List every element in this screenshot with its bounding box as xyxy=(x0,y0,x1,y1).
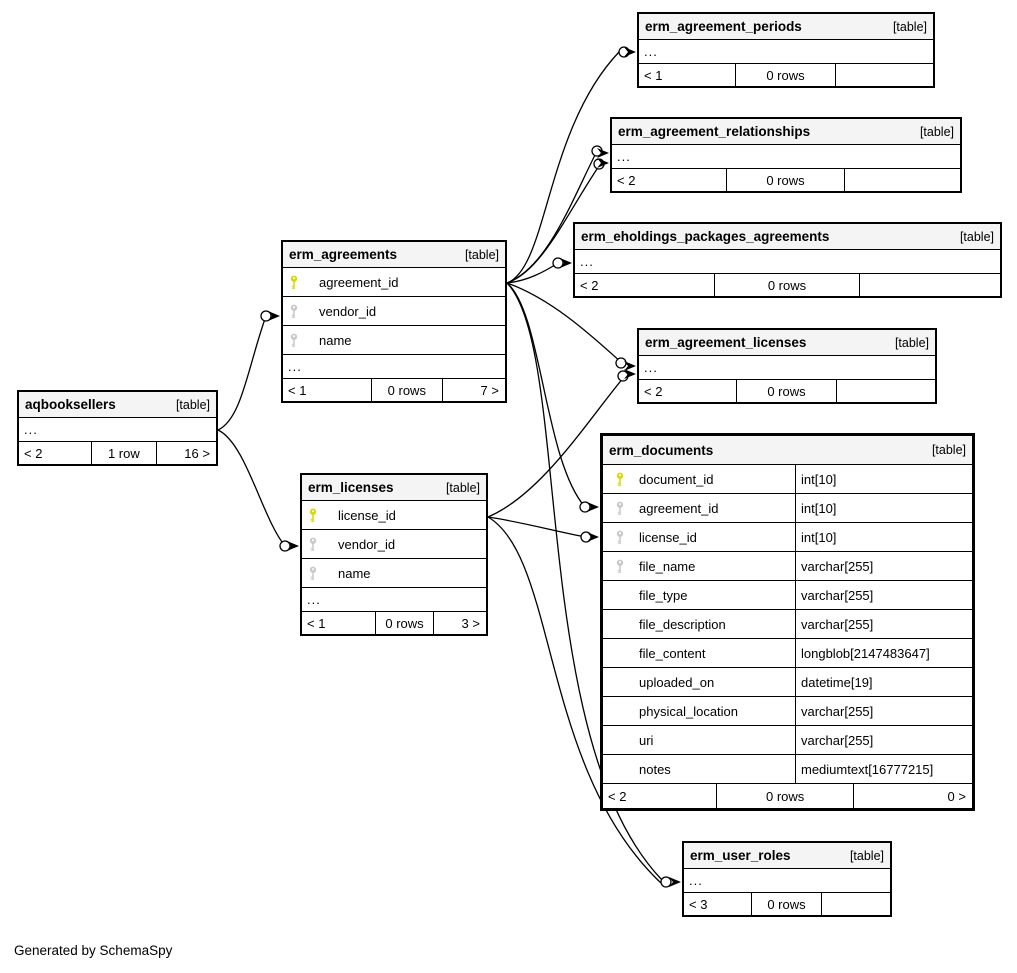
child-count xyxy=(822,893,890,915)
parent-count: < 2 xyxy=(575,274,715,296)
foreign-key-icon xyxy=(615,500,627,516)
primary-key-icon xyxy=(289,274,301,290)
parent-count: < 2 xyxy=(603,784,717,808)
table-tag: [table] xyxy=(445,480,480,495)
column-name: name xyxy=(338,565,371,581)
child-count xyxy=(837,380,935,402)
parent-count: < 1 xyxy=(283,379,372,401)
table-erm-documents xyxy=(600,433,975,811)
child-count: 0 > xyxy=(947,788,966,804)
row-count: 0 rows xyxy=(372,379,443,401)
columns-ellipsis: ... xyxy=(575,250,1000,274)
table-footer xyxy=(612,169,960,191)
table-footer xyxy=(302,612,486,634)
column-name: file_type xyxy=(639,587,688,603)
column-type: varchar[255] xyxy=(795,581,972,609)
table-name-link[interactable]: erm_agreements xyxy=(289,247,398,262)
table-footer xyxy=(283,379,505,401)
row-count: 0 rows xyxy=(727,169,845,191)
column-name: uri xyxy=(639,732,654,748)
table-name-link[interactable]: erm_agreement_licenses xyxy=(645,335,807,350)
foreign-key-icon xyxy=(289,303,301,319)
columns-ellipsis: ... xyxy=(283,355,505,379)
columns-ellipsis: ... xyxy=(612,145,960,169)
column-row xyxy=(603,697,972,726)
column-row xyxy=(302,559,486,588)
table-name-link[interactable]: erm_user_roles xyxy=(690,848,791,863)
column-type: varchar[255] xyxy=(795,610,972,638)
table-erm-agreement-relationships xyxy=(610,117,962,193)
row-count: 0 rows xyxy=(737,380,838,402)
table-header xyxy=(575,224,1000,250)
index-key-icon xyxy=(615,558,627,574)
table-header xyxy=(603,436,972,465)
row-count: 1 row xyxy=(92,442,157,464)
index-key-icon xyxy=(308,565,320,581)
column-type: datetime[19] xyxy=(795,668,972,696)
column-row xyxy=(603,668,972,697)
table-name-link[interactable]: aqbooksellers xyxy=(25,397,116,412)
column-row xyxy=(302,501,486,530)
column-name: vendor_id xyxy=(319,303,377,319)
column-row xyxy=(302,530,486,559)
column-type: int[10] xyxy=(795,523,972,551)
column-row xyxy=(603,726,972,755)
table-name-link[interactable]: erm_eholdings_packages_agreements xyxy=(581,229,830,244)
child-count: 16 > xyxy=(184,445,210,461)
columns-ellipsis: ... xyxy=(639,356,935,380)
table-erm-agreement-licenses xyxy=(637,328,937,404)
row-count: 0 rows xyxy=(752,893,822,915)
column-row xyxy=(283,297,505,326)
table-name-link[interactable]: erm_agreement_relationships xyxy=(618,124,811,139)
table-footer xyxy=(639,380,935,402)
index-key-icon xyxy=(289,332,301,348)
table-header xyxy=(612,119,960,145)
table-tag: [table] xyxy=(892,19,927,34)
row-count: 0 rows xyxy=(717,784,854,808)
table-tag: [table] xyxy=(175,397,210,412)
table-tag: [table] xyxy=(849,848,884,863)
row-count: 0 rows xyxy=(715,274,860,296)
table-tag: [table] xyxy=(931,443,966,457)
column-name: license_id xyxy=(639,529,697,545)
column-row xyxy=(603,755,972,784)
parent-count: < 2 xyxy=(612,169,727,191)
column-name: notes xyxy=(639,761,671,777)
parent-count: < 2 xyxy=(639,380,737,402)
table-erm-agreements xyxy=(281,240,507,403)
column-type: mediumtext[16777215] xyxy=(795,755,972,783)
column-name: name xyxy=(319,332,352,348)
table-name-link[interactable]: erm_documents xyxy=(609,442,714,458)
relationship-line xyxy=(218,316,266,430)
column-row xyxy=(603,494,972,523)
primary-key-icon xyxy=(308,507,320,523)
table-footer xyxy=(19,442,216,464)
relationship-line xyxy=(488,517,586,537)
parent-count: < 1 xyxy=(302,612,376,634)
child-count: 7 > xyxy=(480,382,499,398)
foreign-key-icon xyxy=(308,536,320,552)
table-tag: [table] xyxy=(959,229,994,244)
table-erm-eholdings-packages-agreements xyxy=(573,222,1002,298)
column-type: longblob[2147483647] xyxy=(795,639,972,667)
row-count: 0 rows xyxy=(736,64,836,86)
column-type: varchar[255] xyxy=(795,552,972,580)
column-row xyxy=(283,326,505,355)
columns-ellipsis: ... xyxy=(302,588,486,612)
table-tag: [table] xyxy=(464,247,499,262)
table-header xyxy=(302,475,486,501)
row-count: 0 rows xyxy=(376,612,435,634)
column-row xyxy=(603,581,972,610)
parent-count: < 2 xyxy=(19,442,92,464)
column-name: file_description xyxy=(639,616,726,632)
table-footer xyxy=(684,893,890,915)
table-header xyxy=(283,242,505,268)
table-erm-agreement-periods xyxy=(637,12,935,88)
child-count xyxy=(836,64,933,86)
column-row xyxy=(603,523,972,552)
column-name: vendor_id xyxy=(338,536,396,552)
parent-count: < 1 xyxy=(639,64,736,86)
table-erm-user-roles xyxy=(682,841,892,917)
column-type: int[10] xyxy=(795,494,972,522)
columns-ellipsis: ... xyxy=(19,418,216,442)
table-header xyxy=(19,392,216,418)
relationship-line xyxy=(218,430,285,546)
table-erm-licenses xyxy=(300,473,488,636)
parent-count: < 3 xyxy=(684,893,752,915)
child-count xyxy=(845,169,960,191)
column-name: agreement_id xyxy=(639,500,719,516)
table-tag: [table] xyxy=(894,335,929,350)
child-count: 3 > xyxy=(461,615,480,631)
column-row xyxy=(283,268,505,297)
column-name: physical_location xyxy=(639,703,739,719)
child-count xyxy=(860,274,1000,296)
table-name-link[interactable]: erm_licenses xyxy=(308,480,394,495)
column-name: license_id xyxy=(338,507,396,523)
table-name-link[interactable]: erm_agreement_periods xyxy=(645,19,802,34)
column-name: document_id xyxy=(639,471,714,487)
table-tag: [table] xyxy=(919,124,954,139)
primary-key-icon xyxy=(615,471,627,487)
column-row xyxy=(603,465,972,494)
columns-ellipsis: ... xyxy=(684,869,890,893)
table-footer xyxy=(603,784,972,808)
column-row xyxy=(603,610,972,639)
column-row xyxy=(603,552,972,581)
column-name: file_content xyxy=(639,645,706,661)
table-header xyxy=(639,14,933,40)
table-footer xyxy=(639,64,933,86)
column-name: file_name xyxy=(639,558,696,574)
foreign-key-icon xyxy=(615,529,627,545)
table-footer xyxy=(575,274,1000,296)
column-type: int[10] xyxy=(795,465,972,493)
table-aqbooksellers xyxy=(17,390,218,466)
table-header xyxy=(639,330,935,356)
columns-ellipsis: ... xyxy=(639,40,933,64)
column-row xyxy=(603,639,972,668)
column-type: varchar[255] xyxy=(795,726,972,754)
generator-credit: Generated by SchemaSpy xyxy=(14,943,173,958)
column-name: uploaded_on xyxy=(639,674,715,690)
table-header xyxy=(684,843,890,869)
column-name: agreement_id xyxy=(319,274,399,290)
column-type: varchar[255] xyxy=(795,697,972,725)
